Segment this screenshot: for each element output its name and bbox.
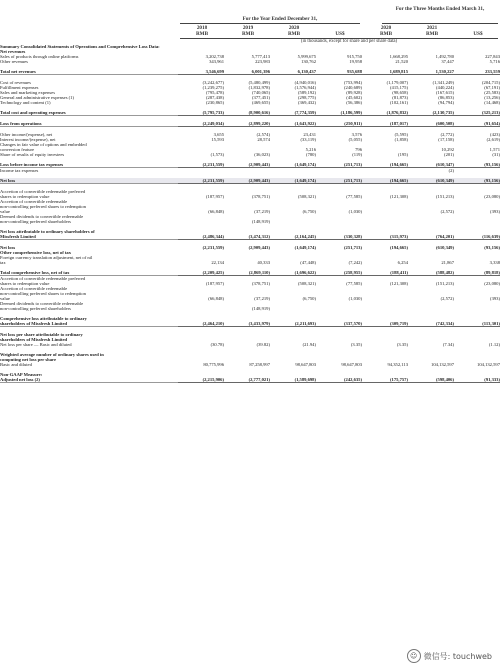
cell-value: (36,023) xyxy=(254,152,270,157)
cell-value: (2) xyxy=(448,168,454,173)
cell-value: 5,999,675 xyxy=(297,54,316,59)
year-label: 2019 xyxy=(242,25,254,31)
row-label: Total cost and operating expenses xyxy=(0,110,178,116)
row-label: shares to redemption value xyxy=(0,281,50,286)
row-label: computing net loss per share xyxy=(0,357,56,362)
cell-value: (94,794) xyxy=(438,100,454,105)
row-label: Cost of revenues xyxy=(0,80,31,85)
cell-value: (2,572) xyxy=(440,209,454,214)
cell-value: 3,546,699 xyxy=(178,69,224,75)
row-label: Changes in fair value of options and embedded xyxy=(0,142,87,147)
wechat-icon: ☺ xyxy=(407,649,421,663)
cell-value: (187,957) xyxy=(206,281,224,286)
cell-value: (1,186,599) xyxy=(316,110,362,116)
cell-value: (25,583) xyxy=(484,90,500,95)
currency-label: RMB xyxy=(195,31,209,37)
cell-value: 6,130,437 xyxy=(270,69,316,75)
cell-value: (508,321) xyxy=(298,281,316,286)
row-label: Income tax expenses xyxy=(0,168,39,173)
cell-value: 80,775,996 xyxy=(203,362,224,367)
cell-value: (242,635) xyxy=(316,377,362,383)
row-label: Accretion of convertible redeemable xyxy=(0,199,68,204)
cell-value: (113,301) xyxy=(454,321,500,327)
cell-value: (93,156) xyxy=(454,178,500,184)
row-label: Non-GAAP Measure: xyxy=(0,372,43,377)
cell-value: (2,249,034) xyxy=(178,121,224,127)
cell-value: (2,869,110) xyxy=(224,270,270,276)
cell-value: (47,448) xyxy=(300,260,316,265)
cell-value: (2,909,443) xyxy=(224,178,270,184)
cell-value: 223,983 xyxy=(255,59,270,64)
cell-value: (2,899,220) xyxy=(224,121,270,127)
cell-value: (188,411) xyxy=(362,270,408,276)
cell-value: (742,334) xyxy=(408,321,454,327)
cell-value: (201) xyxy=(444,152,454,157)
cell-value: (148,919) xyxy=(252,219,270,224)
cell-value: (116,639) xyxy=(454,234,500,240)
cell-value: (251,713) xyxy=(316,162,362,168)
row-label: Total net revenues xyxy=(0,69,178,75)
cell-value: (230,865) xyxy=(206,100,224,105)
cell-value: (2,215,906) xyxy=(178,377,224,383)
cell-value: (6,750) xyxy=(302,296,316,301)
row-label: Accretion of convertible redeemable preferred xyxy=(0,189,86,194)
cell-value: 98,647,803 xyxy=(341,362,362,367)
cell-value: (2,486,344) xyxy=(178,234,224,240)
cell-value: (5,480,499) xyxy=(248,80,270,85)
cell-value: (5,595) xyxy=(394,132,408,137)
row-label: Accretion of convertible redeemable preferred xyxy=(0,276,86,281)
row-label: Missfresh Limited xyxy=(0,234,178,240)
cell-value: (187,017) xyxy=(362,121,408,127)
cell-value: (1,239,275) xyxy=(202,85,224,90)
cell-value: (2,231,559) xyxy=(202,245,224,250)
cell-value: (1,030) xyxy=(348,296,362,301)
cell-value: (3,433,979) xyxy=(224,321,270,327)
cell-value: 104,132,597 xyxy=(477,362,500,367)
cell-value: (753,994) xyxy=(344,80,362,85)
cell-value: (315,973) xyxy=(362,234,408,240)
cell-value: (151,213) xyxy=(436,281,454,286)
row-label: Accretion of convertible redeemable xyxy=(0,286,68,291)
cell-value: 915,750 xyxy=(347,54,362,59)
cell-value: (91,333) xyxy=(454,377,500,383)
row-label: Deemed dividends to convertible redeemable xyxy=(0,214,84,219)
row-label: shares to redemption value xyxy=(0,194,50,199)
row-label: non-controlling preferred shares to redemption xyxy=(0,204,86,209)
cell-value: (440,224) xyxy=(436,85,454,90)
cell-value: 3,576 xyxy=(351,132,362,137)
row-label: Technology and content (1) xyxy=(0,100,51,105)
cell-value: (2,909,443) xyxy=(248,245,270,250)
watermark-text: 微信号: touchweb xyxy=(423,651,492,661)
cell-value: (610,347) xyxy=(408,162,454,168)
cell-value: 22,134 xyxy=(211,260,224,265)
cell-value: (187,957) xyxy=(206,194,224,199)
cell-value: (7.34) xyxy=(442,342,454,347)
cell-value: (93,156) xyxy=(484,245,500,250)
cell-value: (37,219) xyxy=(254,296,270,301)
currency-label: RMB xyxy=(241,31,255,37)
row-label: Net loss per share attributable to ordinary xyxy=(0,332,83,337)
cell-value: (4,940,016) xyxy=(294,80,316,85)
cell-value: (3,242,677) xyxy=(202,80,224,85)
cell-value: (7,242) xyxy=(348,260,362,265)
row-label: non-controlling preferred shareholders xyxy=(0,219,71,224)
row-label: Net revenues xyxy=(0,49,26,54)
row-label: Sales and marketing expenses xyxy=(0,90,55,95)
cell-value: 98,647,803 xyxy=(295,362,316,367)
cell-value: (1,649,174) xyxy=(270,162,316,168)
row-label: Share of results of equity investees xyxy=(0,152,65,157)
cell-value: (2,909,443) xyxy=(224,162,270,168)
row-label: Foreign currency translation adjustment, net of nil xyxy=(0,255,93,260)
row-label: Summary Consolidated Statements of Operations and Comprehensive Loss Data: xyxy=(0,44,160,49)
cell-value: (6,750) xyxy=(302,209,316,214)
cell-value: (600,508) xyxy=(408,121,454,127)
cell-value: (5,795,733) xyxy=(178,110,224,116)
cell-value: (1,649,174) xyxy=(270,178,316,184)
cell-value: (7,774,359) xyxy=(270,110,316,116)
cell-value: (330,328) xyxy=(316,234,362,240)
cell-value: (56,386) xyxy=(346,100,362,105)
cell-value: (151,213) xyxy=(436,194,454,199)
row-label: Weighted average number of ordinary shares used in xyxy=(0,352,104,357)
cell-value: (309,719) xyxy=(362,321,408,327)
cell-value: (121,308) xyxy=(390,281,408,286)
cell-value: (121,308) xyxy=(390,194,408,199)
cell-value: 343,961 xyxy=(209,59,224,64)
cell-value: (598,406) xyxy=(408,377,454,383)
cell-value: (508,321) xyxy=(298,194,316,199)
cell-value: 28,574 xyxy=(257,137,270,142)
year-ended-header: For the Year Ended December 31, xyxy=(242,16,318,22)
cell-value: (194,665) xyxy=(362,178,408,184)
row-label: Loss before income tax expenses xyxy=(0,162,178,168)
cell-value: (337,570) xyxy=(316,321,362,327)
year-label: 2018 xyxy=(196,25,208,31)
cell-value: (2,772) xyxy=(440,132,454,137)
cell-value: (21.94) xyxy=(302,342,316,347)
cell-value: (423) xyxy=(490,132,500,137)
cell-value: 1,530,227 xyxy=(408,69,454,75)
cell-value: (795,478) xyxy=(206,90,224,95)
cell-value: (740,065) xyxy=(252,90,270,95)
cell-value: (39.82) xyxy=(256,342,270,347)
cell-value: (194,665) xyxy=(390,245,408,250)
cell-value: (610,349) xyxy=(408,178,454,184)
row-label: Net loss attributable to ordinary shareholders of xyxy=(0,229,95,234)
row-label: Total comprehensive loss, net of tax xyxy=(0,270,178,276)
year-label: 2020 xyxy=(380,25,392,31)
cell-value: (89,928) xyxy=(346,90,362,95)
row-label: Other comprehensive loss, net of tax xyxy=(0,250,72,255)
row-label: General and administrative expenses (1) xyxy=(0,95,74,100)
year-label: 2021 xyxy=(426,25,438,31)
currency-label: US$ xyxy=(473,31,483,37)
cell-value: (1,696,622) xyxy=(270,270,316,276)
row-label: non-controlling preferred shares to redemption xyxy=(0,291,86,296)
cell-value: (14,468) xyxy=(484,100,500,105)
cell-value: (13,256) xyxy=(484,95,500,100)
cell-value: (77,585) xyxy=(346,194,362,199)
cell-value: 37,447 xyxy=(441,59,454,64)
cell-value: 5,716 xyxy=(489,59,500,64)
cell-value: 3,338 xyxy=(489,260,500,265)
cell-value: (45,602) xyxy=(346,95,362,100)
cell-value: 19,958 xyxy=(349,59,362,64)
cell-value: (415,175) xyxy=(390,85,408,90)
cell-value: (81,873) xyxy=(392,95,408,100)
cell-value: (2,619) xyxy=(486,137,500,142)
cell-value: 1,689,815 xyxy=(362,69,408,75)
cell-value: 87,258,997 xyxy=(249,362,270,367)
cell-value: (287,438) xyxy=(206,95,224,100)
cell-value: (167,615) xyxy=(436,90,454,95)
row-label: Interest income/(expense), net xyxy=(0,137,56,142)
cell-value: (1,030) xyxy=(348,209,362,214)
cell-value: (1,341,249) xyxy=(432,80,454,85)
cell-value: 935,688 xyxy=(316,69,362,75)
cell-value: (3.35) xyxy=(350,342,362,347)
cell-value: (2,574) xyxy=(256,132,270,137)
row-label: Net loss xyxy=(0,178,178,184)
cell-value: (2,231,559) xyxy=(178,162,224,168)
cell-value: (2,209,425) xyxy=(178,270,224,276)
cell-value: (89,818) xyxy=(454,270,500,276)
cell-value: (148,919) xyxy=(252,306,270,311)
cell-value: (77,585) xyxy=(346,281,362,286)
cell-value: (298,775) xyxy=(298,95,316,100)
cell-value: (2,130,735) xyxy=(408,110,454,116)
cell-value: 3,655 xyxy=(213,132,224,137)
cell-value: 21,520 xyxy=(395,59,408,64)
cell-value: 15,593 xyxy=(211,137,224,142)
cell-value: (3,474,312) xyxy=(224,234,270,240)
currency-label: RMB xyxy=(425,31,439,37)
watermark xyxy=(407,649,492,663)
cell-value: (5,055) xyxy=(348,137,362,142)
units-note: (in thousands, except for share and per share data) xyxy=(300,38,398,44)
cell-value: (1,179,007) xyxy=(386,80,408,85)
year-label: 2020 xyxy=(288,25,300,31)
cell-value: (33,119) xyxy=(300,137,316,142)
cell-value: (780) xyxy=(306,152,316,157)
cell-value: (102,161) xyxy=(390,100,408,105)
operations-table xyxy=(0,44,500,383)
row-label: Basic and diluted xyxy=(0,362,32,367)
cell-value: (1,589,698) xyxy=(270,377,316,383)
row-label: Comprehensive loss attributable to ordinary xyxy=(0,316,87,321)
row-label: shareholders of Missfresh Limited xyxy=(0,337,68,342)
cell-value: (589,192) xyxy=(298,90,316,95)
cell-value: 40,333 xyxy=(257,260,270,265)
row-label: Deemed dividends to convertible redeemable xyxy=(0,301,84,306)
cell-value: (31) xyxy=(492,152,500,157)
cell-value: (1,876,832) xyxy=(362,110,408,116)
cell-value: (240,689) xyxy=(344,85,362,90)
cell-value: (37,219) xyxy=(254,209,270,214)
cell-value: (17,158) xyxy=(438,137,454,142)
cell-value: (1.12) xyxy=(488,342,500,347)
cell-value: (764,201) xyxy=(408,234,454,240)
row-label: non-controlling preferred shareholders xyxy=(0,306,71,311)
row-label: Sales of products through online platforms xyxy=(0,54,79,59)
cell-value: (194,665) xyxy=(362,162,408,168)
cell-value: (2,211,693) xyxy=(270,321,316,327)
cell-value: (1,643,922) xyxy=(270,121,316,127)
cell-value: (1,832,978) xyxy=(248,85,270,90)
row-label: value xyxy=(0,296,10,301)
cell-value: (378,751) xyxy=(252,281,270,286)
cell-value: (377,451) xyxy=(252,95,270,100)
cell-value: (393) xyxy=(490,209,500,214)
row-label: Net loss per share — Basic and diluted xyxy=(0,342,72,347)
cell-value: 1,492,780 xyxy=(435,54,454,59)
cell-value: (258,955) xyxy=(316,270,362,276)
row-label: shareholders of Missfresh Limited xyxy=(0,321,178,327)
cell-value: (250,911) xyxy=(316,121,362,127)
cell-value: (195) xyxy=(398,152,408,157)
three-months-header: For the Three Months Ended March 31, xyxy=(395,6,485,12)
cell-value: (119) xyxy=(352,152,362,157)
cell-value: (8,900,616) xyxy=(224,110,270,116)
row-label: value xyxy=(0,209,10,214)
cell-value: 21,867 xyxy=(441,260,454,265)
cell-value: (67,191) xyxy=(484,85,500,90)
cell-value: 6,001,396 xyxy=(224,69,270,75)
cell-value: (610,349) xyxy=(436,245,454,250)
cell-value: (369,432) xyxy=(298,100,316,105)
row-label: Other income/(expense), net xyxy=(0,132,53,137)
row-label: Other revenues xyxy=(0,59,28,64)
cell-value: (588,482) xyxy=(408,270,454,276)
cell-value: (325,213) xyxy=(454,110,500,116)
row-label: conversion feature xyxy=(0,147,35,152)
currency-label: RMB xyxy=(379,31,393,37)
row-label: Net loss xyxy=(0,245,16,250)
cell-value: 5,777,413 xyxy=(251,54,270,59)
row-label: tax xyxy=(0,260,6,265)
cell-value: (66,848) xyxy=(208,209,224,214)
cell-value: (1,573) xyxy=(210,152,224,157)
row-label: Loss from operations xyxy=(0,121,178,127)
year-header-rule xyxy=(180,23,360,24)
currency-label: US$ xyxy=(335,31,345,37)
cell-value: 6,254 xyxy=(397,260,408,265)
cell-value: (2,231,559) xyxy=(178,178,224,184)
cell-value: (1,576,944) xyxy=(294,85,316,90)
cell-value: (175,757) xyxy=(362,377,408,383)
cell-value: (251,713) xyxy=(316,178,362,184)
cell-value: 23,431 xyxy=(303,132,316,137)
cell-value: 1,571 xyxy=(489,147,500,152)
cell-value: (86,853) xyxy=(438,95,454,100)
row-label: Fulfillment expenses xyxy=(0,85,39,90)
cell-value: (1,649,174) xyxy=(294,245,316,250)
cell-value: 104,132,597 xyxy=(431,362,454,367)
cell-value: (378,751) xyxy=(252,194,270,199)
cell-value: (2,777,021) xyxy=(224,377,270,383)
cell-value: (93,156) xyxy=(454,162,500,168)
cell-value: 94,352,113 xyxy=(387,362,408,367)
cell-value: 1,668,295 xyxy=(389,54,408,59)
cell-value: (393) xyxy=(490,296,500,301)
cell-value: 233,559 xyxy=(454,69,500,75)
cell-value: (91,654) xyxy=(454,121,500,127)
cell-value: (204,715) xyxy=(482,80,500,85)
row-label: Adjusted net loss (2) xyxy=(0,377,178,383)
cell-value: (30.78) xyxy=(210,342,224,347)
cell-value: (2,572) xyxy=(440,296,454,301)
table-row xyxy=(0,377,500,383)
cell-value: (1,858) xyxy=(394,137,408,142)
cell-value: (23,080) xyxy=(484,281,500,286)
cell-value: 10,292 xyxy=(441,147,454,152)
cell-value: 3,202,738 xyxy=(205,54,224,59)
cell-value: (3.35) xyxy=(396,342,408,347)
cell-value: (469,655) xyxy=(252,100,270,105)
cell-value: 130,762 xyxy=(301,59,316,64)
cell-value: (98,658) xyxy=(392,90,408,95)
cell-value: (2,464,210) xyxy=(178,321,224,327)
cell-value: (23,080) xyxy=(484,194,500,199)
cell-value: (2,164,245) xyxy=(270,234,316,240)
quarter-header-rule xyxy=(382,23,498,24)
cell-value: 5,216 xyxy=(305,147,316,152)
cell-value: (66,848) xyxy=(208,296,224,301)
cell-value: (251,713) xyxy=(344,245,362,250)
currency-label: RMB xyxy=(287,31,301,37)
cell-value: 796 xyxy=(355,147,362,152)
cell-value: 227,843 xyxy=(485,54,500,59)
